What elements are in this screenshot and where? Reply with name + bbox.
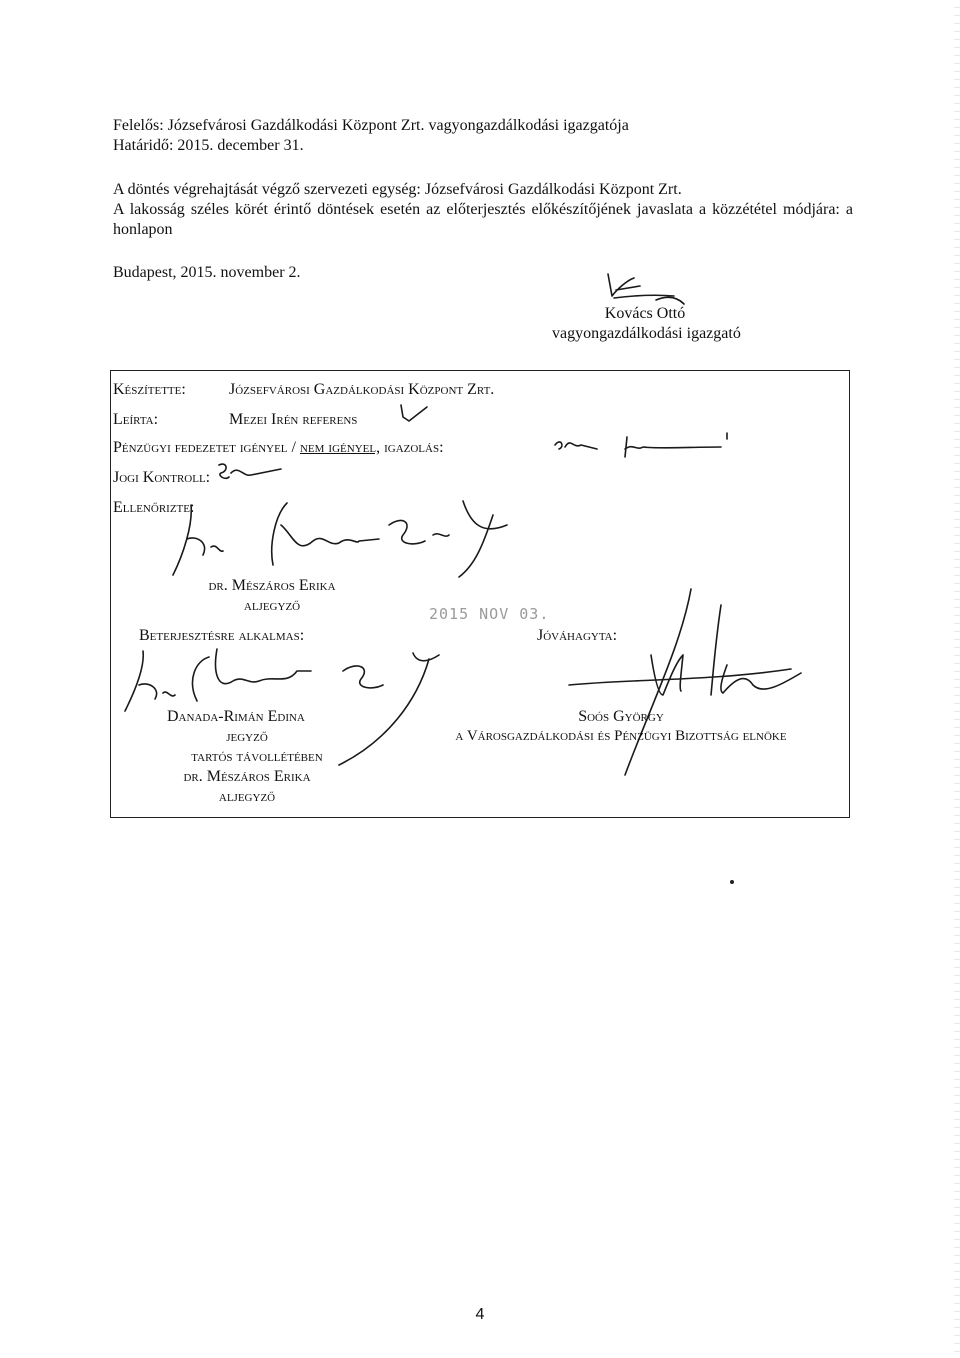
penzugyi-suffix: igazolás: — [380, 439, 444, 456]
keszitette-label: Készítette: — [113, 381, 186, 398]
penzugyi-signature — [551, 427, 741, 467]
felelos-line: Felelős: Józsefvárosi Gazdálkodási Központ Zrt. vagyongazdálkodási igazgatója — [113, 117, 629, 134]
ellenorizte-label: Ellenőrizte: — [113, 499, 195, 516]
vegrehajto-line: A döntés végrehajtását végző szervezeti egység: Józsefvárosi Gazdálkodási Központ Zrt. — [113, 181, 682, 198]
leirta-initials — [397, 399, 437, 429]
penzugyi-line — [113, 439, 444, 457]
left-sub-signer-name: dr. Mészáros Erika — [183, 768, 311, 785]
penzugyi-underlined: nem igényel, — [299, 439, 381, 456]
leirta-value: Mezei Irén referens — [229, 411, 358, 428]
date-stamp: 2015 NOV 03. — [429, 605, 550, 623]
signer-name: Kovács Ottó — [604, 305, 686, 322]
scan-edge-artifact — [954, 0, 960, 1358]
leirta-label: Leírta: — [113, 411, 159, 428]
ink-dot — [730, 880, 734, 884]
bizottsag-elnok-signature — [531, 585, 831, 785]
left-signer-name: Danada-Rimán Edina — [167, 708, 305, 725]
jogi-kontroll-signature — [211, 459, 291, 489]
approval-box — [110, 370, 850, 818]
penzugyi-prefix: Pénzügyi fedezetet igényel / — [113, 439, 300, 456]
right-signer-title: a Városgazdálkodási és Pénzügyi Bizottság elnöke — [455, 728, 787, 744]
checker-signature — [163, 495, 523, 579]
page-number: 4 — [475, 1306, 485, 1323]
left-sub-signer-title: aljegyző — [218, 788, 276, 805]
hatarido-line: Határidő: 2015. december 31. — [113, 137, 304, 154]
checker-title: aljegyző — [243, 597, 301, 614]
checker-name: dr. Mészáros Erika — [208, 577, 336, 594]
jovahagyta-label: Jóváhagyta: — [537, 627, 618, 644]
beterjesztesre-label: Beterjesztésre alkalmas: — [139, 627, 305, 644]
right-signer-name: Soós György — [578, 708, 664, 725]
lakossag-paragraph: A lakosság széles körét érintő döntések esetén az előterjesztés előkészítőjének javaslata a közzététel módjára: a honlapon — [113, 201, 853, 238]
place-date: Budapest, 2015. november 2. — [113, 264, 301, 281]
left-signer-note: tartós távollétében — [191, 748, 323, 765]
signer-title: vagyongazdálkodási igazgató — [552, 325, 741, 342]
keszitette-value: Józsefvárosi Gazdálkodási Központ Zrt. — [229, 381, 495, 398]
left-signer-title: jegyző — [226, 728, 268, 745]
jogi-kontroll-label: Jogi Kontroll: — [113, 469, 211, 486]
